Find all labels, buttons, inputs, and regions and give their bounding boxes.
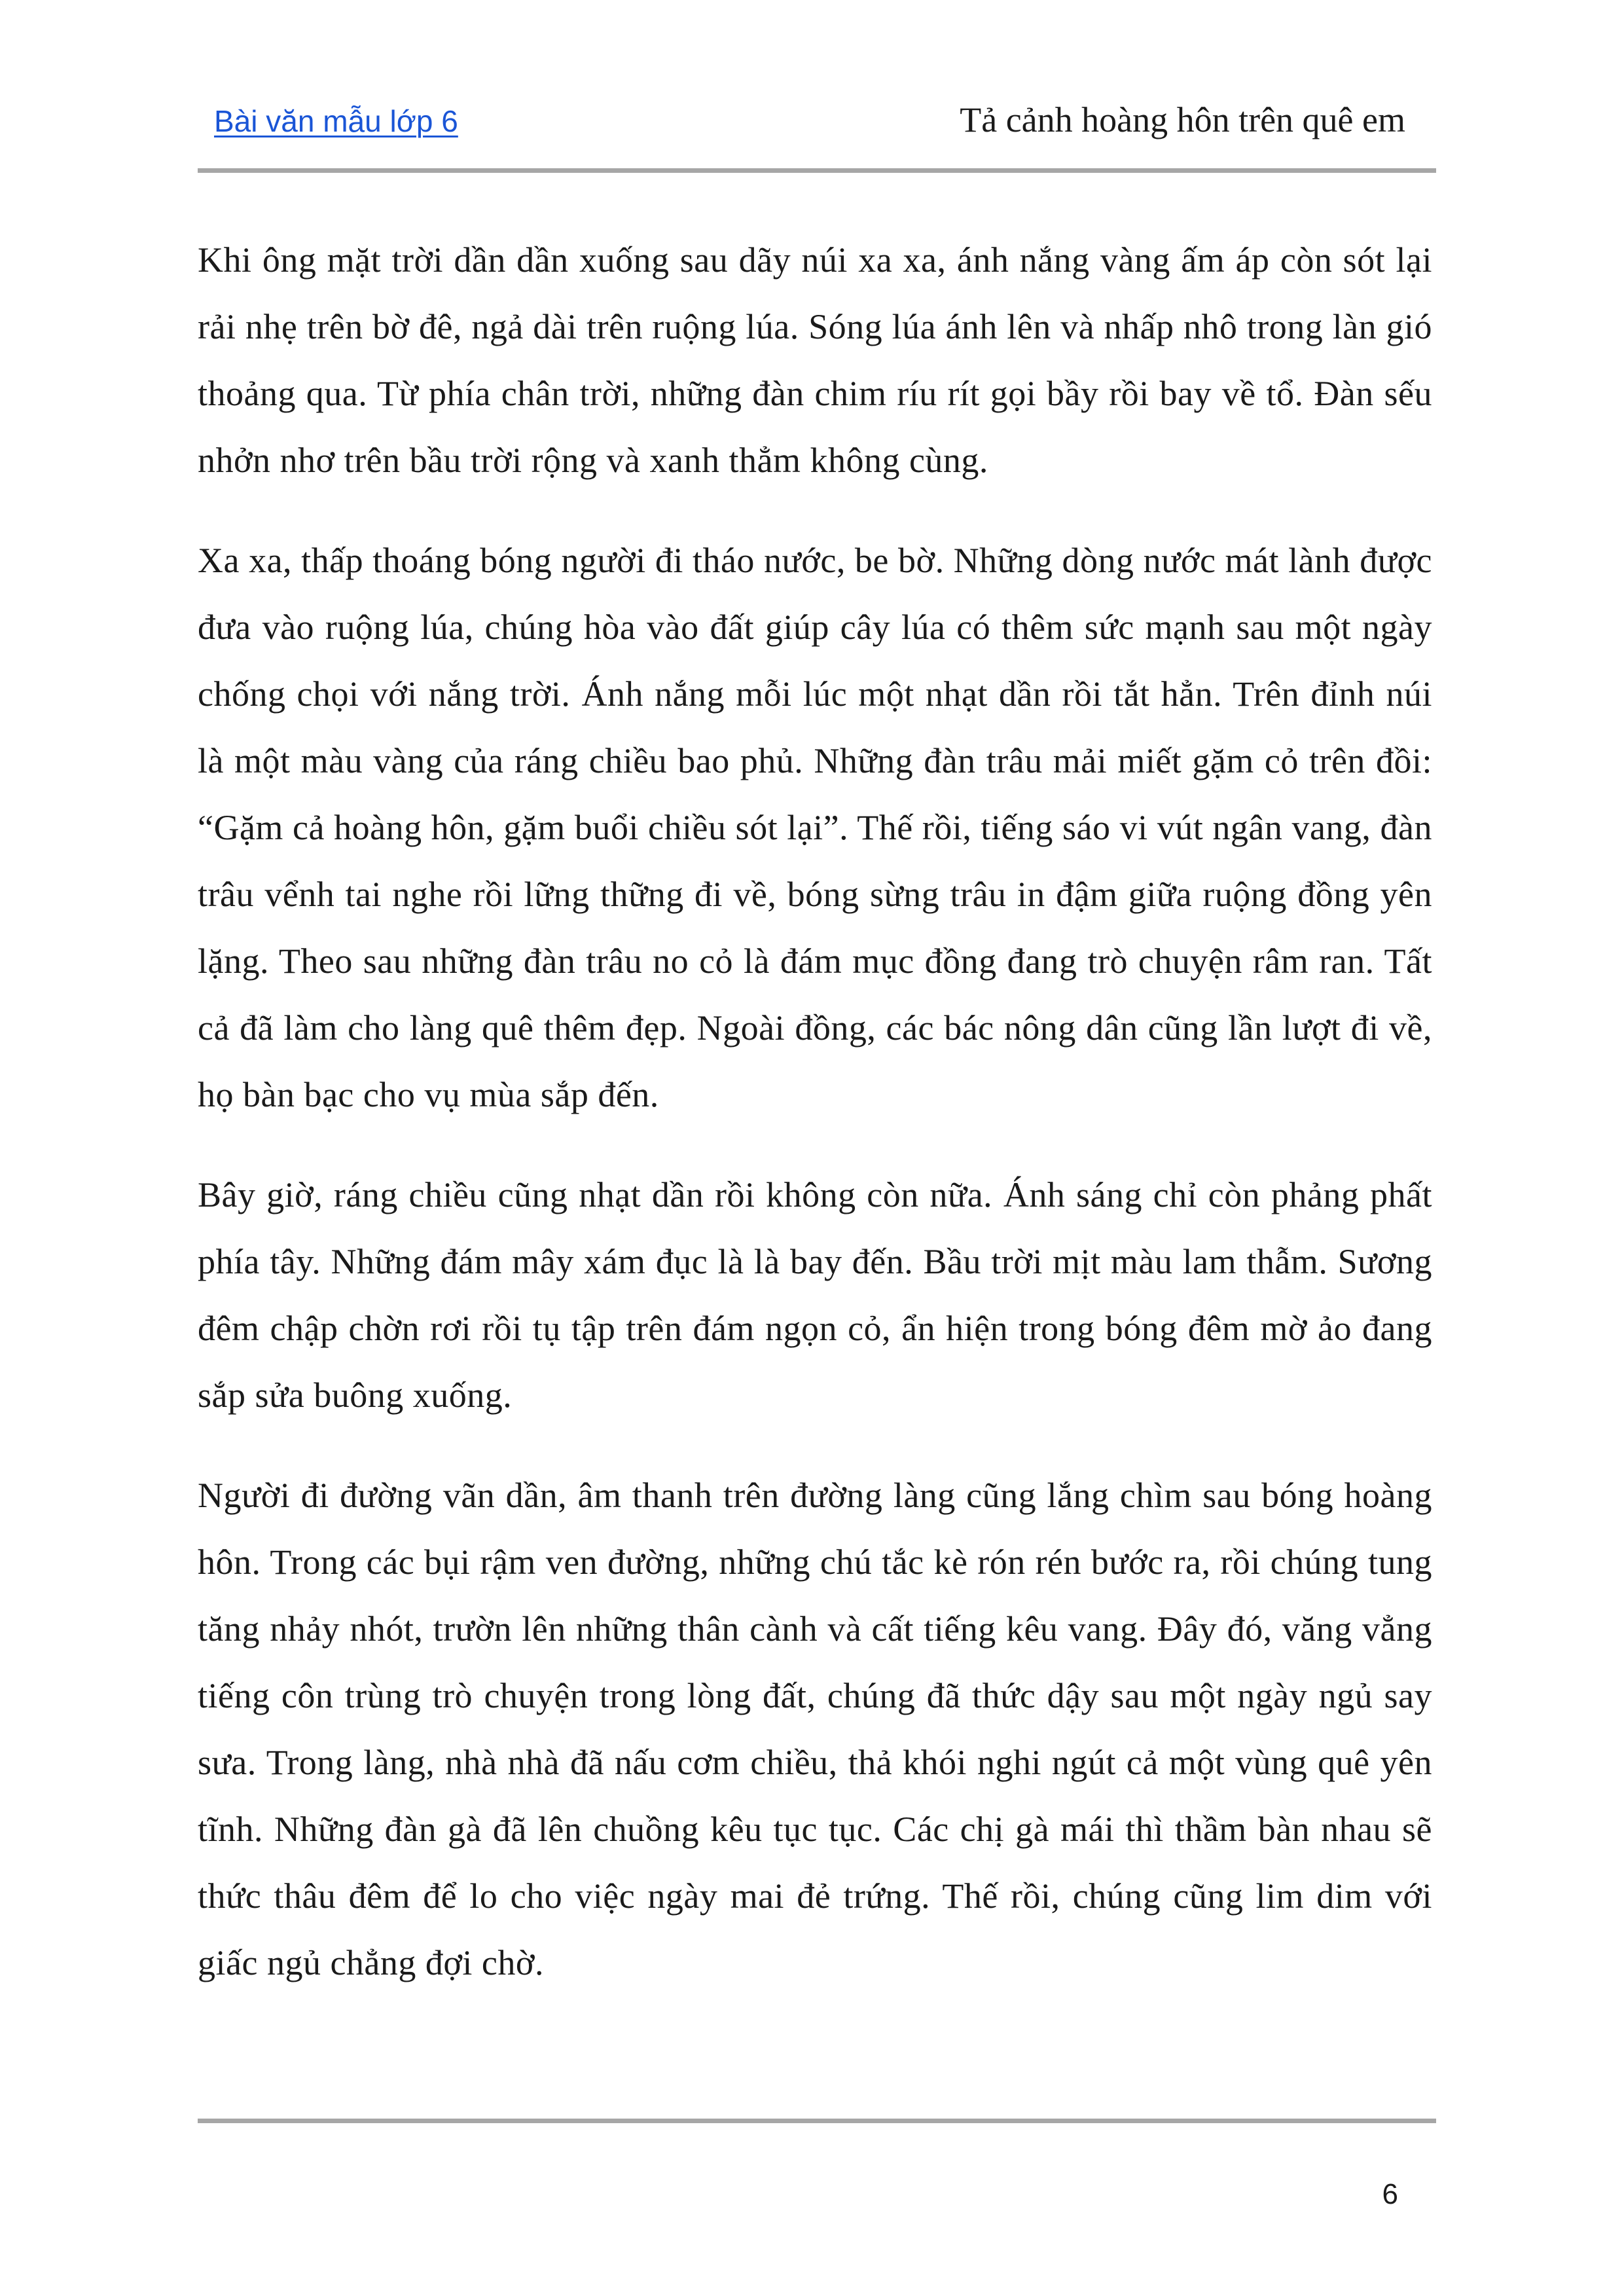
- page-number: 6: [1382, 2178, 1398, 2210]
- header-category-link[interactable]: Bài văn mẫu lớp 6: [214, 104, 458, 138]
- header-divider: [198, 168, 1436, 173]
- footer-divider: [198, 2119, 1436, 2123]
- paragraph-1: Khi ông mặt trời dần dần xuống sau dãy núi xa xa, ánh nắng vàng ấm áp còn sót lại rải nhẹ trên bờ đê, ngả dài trên ruộng lúa. Sóng lúa ánh lên và nhấp nhô trong làn gió thoảng qua. Từ phía chân trời, những đàn chim ríu rít gọi bầy rồi bay về tổ. Đàn sếu nhởn nhơ trên bầu trời rộng và xanh thẳm không cùng.: [198, 240, 1432, 480]
- paragraph-4: Người đi đường vãn dần, âm thanh trên đường làng cũng lắng chìm sau bóng hoàng hôn. Trong các bụi rậm ven đường, những chú tắc kè rón rén bước ra, rồi chúng tung tăng nhảy nhót, trườn lên những thân cành và cất tiếng kêu vang. Đây đó, văng vẳng tiếng côn trùng trò chuyện trong lòng đất, chúng đã thức dậy sau một ngày ngủ say sưa. Trong làng, nhà nhà đã nấu cơm chiều, thả khói nghi ngút cả một vùng quê yên tĩnh. Những đàn gà đã lên chuồng kêu tục tục. Các chị gà mái thì thầm bàn nhau sẽ thức thâu đêm để lo cho việc ngày mai đẻ trứng. Thế rồi, chúng cũng lim dim với giấc ngủ chẳng đợi chờ.: [198, 1476, 1432, 1982]
- header-document-title: Tả cảnh hoàng hôn trên quê em: [960, 100, 1405, 139]
- paragraph-3: Bây giờ, ráng chiều cũng nhạt dần rồi không còn nữa. Ánh sáng chỉ còn phảng phất phía tây. Những đám mây xám đục là là bay đến. Bầu trời mịt màu lam thẫm. Sương đêm chập chờn rơi rồi tụ tập trên đám ngọn cỏ, ẩn hiện trong bóng đêm mờ ảo đang sắp sửa buông xuống.: [198, 1175, 1432, 1415]
- essay-body: [198, 227, 1432, 2030]
- paragraph-2: Xa xa, thấp thoáng bóng người đi tháo nước, be bờ. Những dòng nước mát lành được đưa vào ruộng lúa, chúng hòa vào đất giúp cây lúa có thêm sức mạnh sau một ngày chống chọi với nắng trời. Ánh nắng mỗi lúc một nhạt dần rồi tắt hẳn. Trên đỉnh núi là một màu vàng của ráng chiều bao phủ. Những đàn trâu mải miết gặm cỏ trên đồi: “Gặm cả hoàng hôn, gặm buổi chiều sót lại”. Thế rồi, tiếng sáo vi vút ngân vang, đàn trâu vểnh tai nghe rồi lững thững đi về, bóng sừng trâu in đậm giữa ruộng đồng yên lặng. Theo sau những đàn trâu no cỏ là đám mục đồng đang trò chuyện râm ran. Tất cả đã làm cho làng quê thêm đẹp. Ngoài đồng, các bác nông dân cũng lần lượt đi về, họ bàn bạc cho vụ mùa sắp đến.: [198, 541, 1432, 1114]
